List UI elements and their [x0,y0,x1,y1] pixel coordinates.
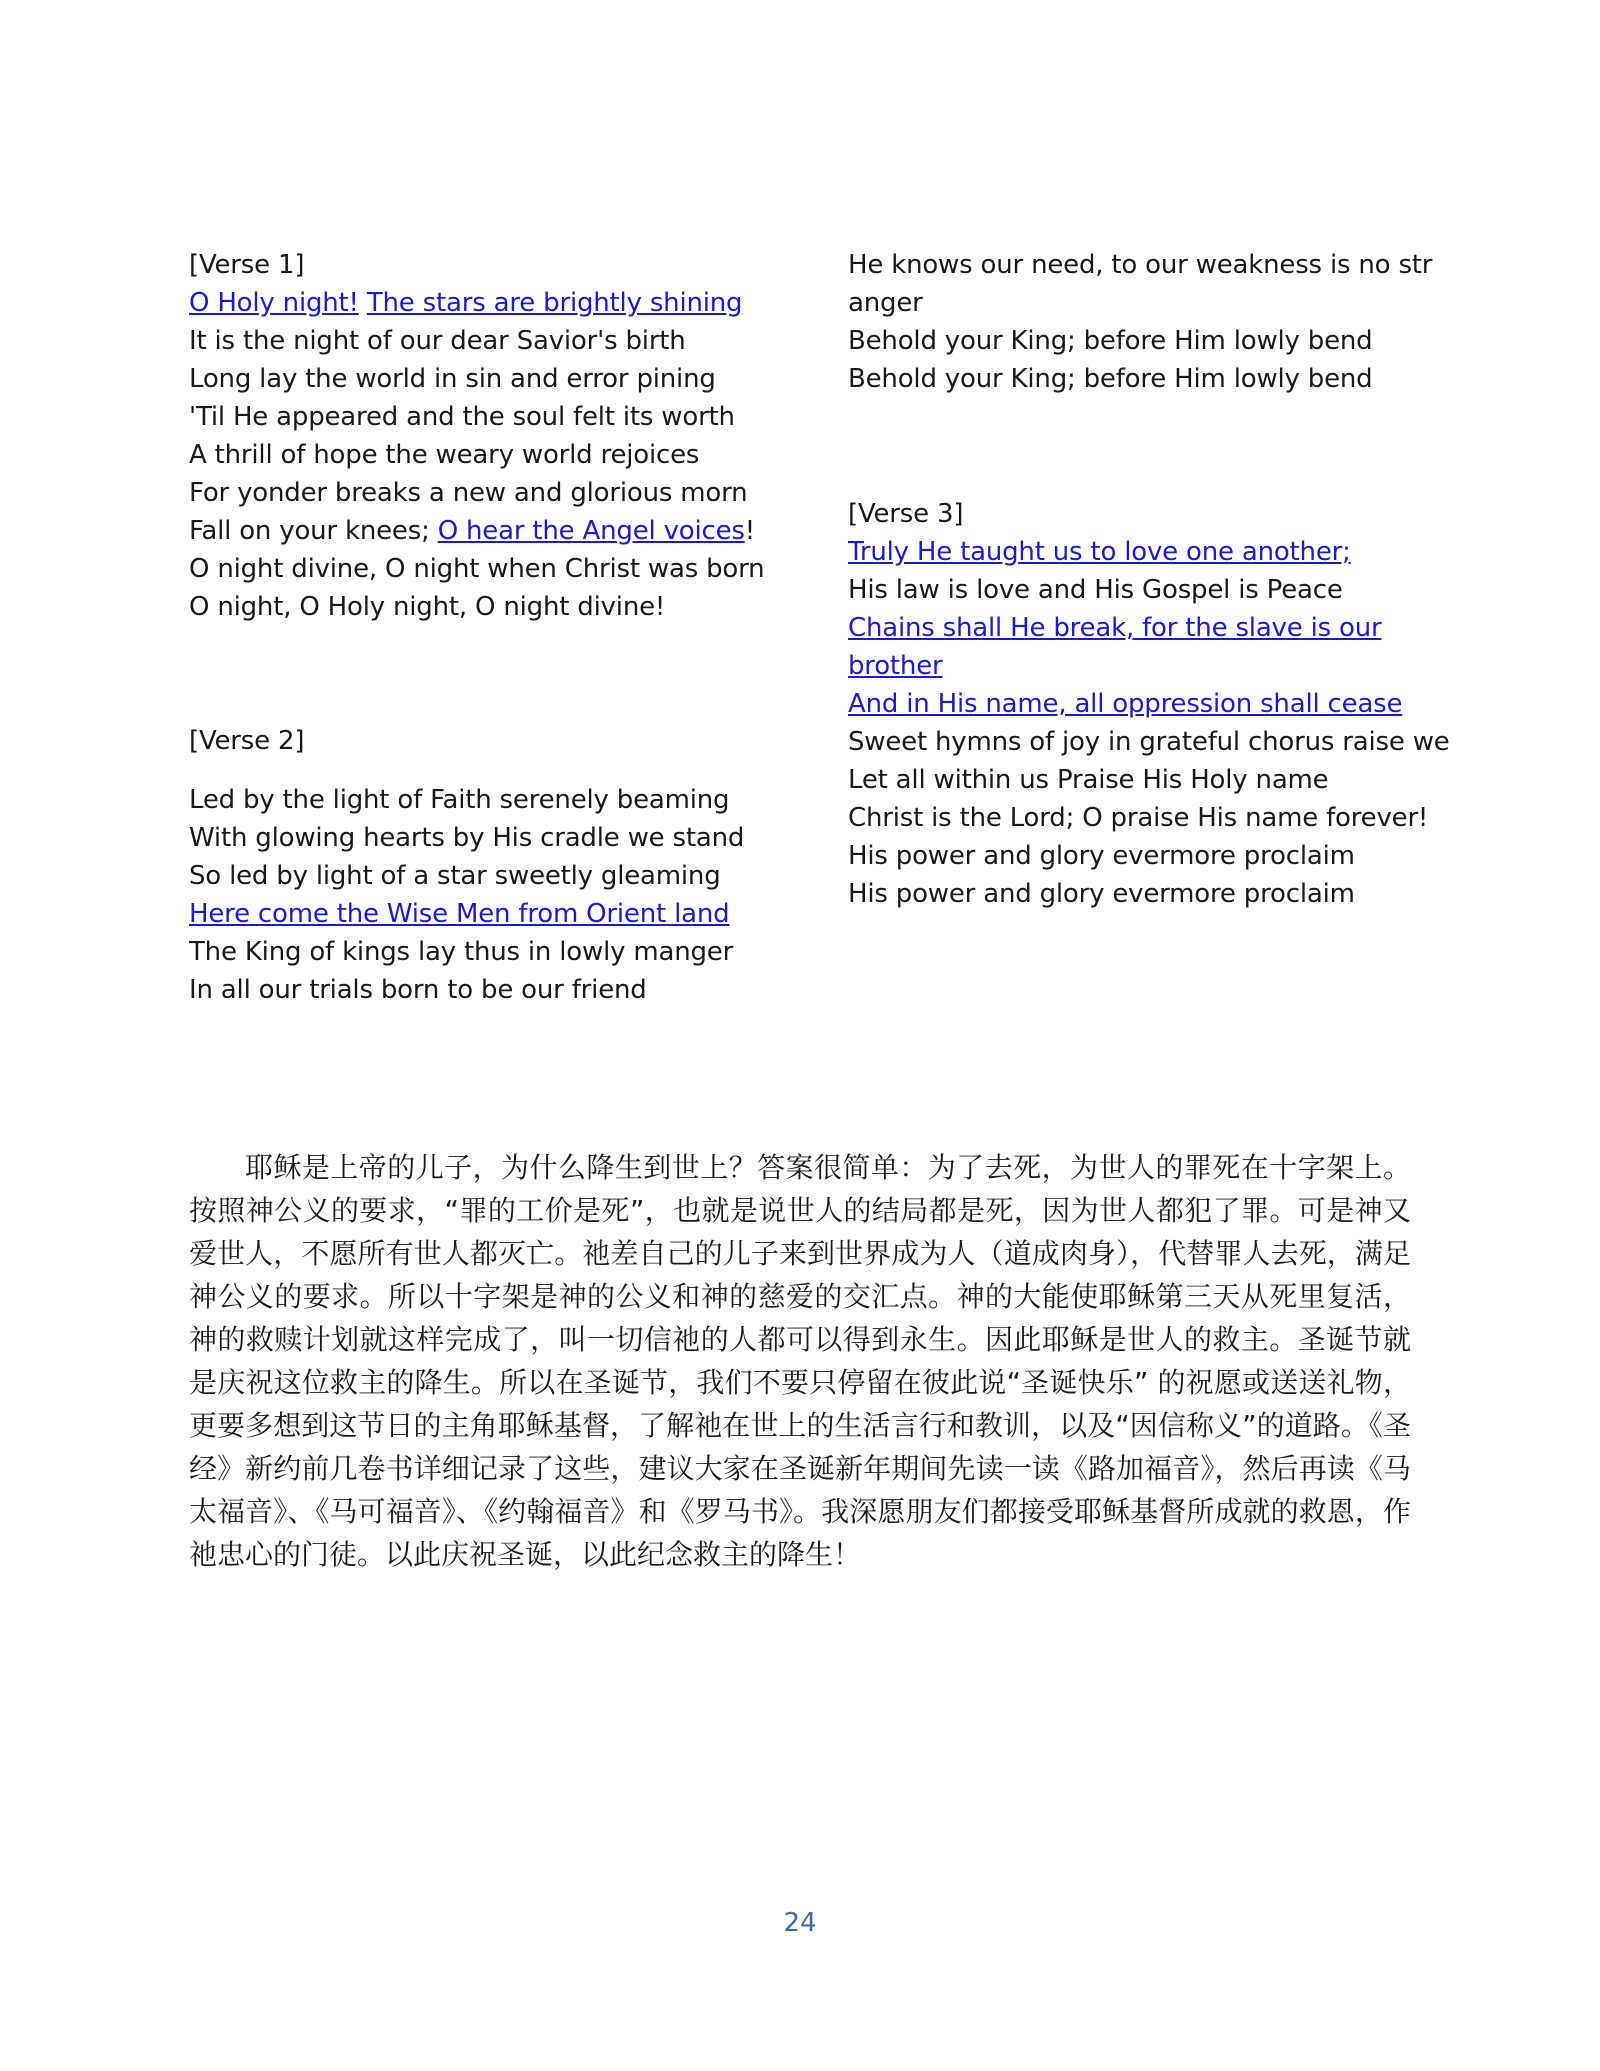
knees-prefix: Fall on your knees; [189,516,438,546]
verse-2-line: In all our trials born to be our friend [189,975,647,1005]
continuation-line: anger [848,288,923,318]
verse-1-line: Long lay the world in sin and error pining [189,364,716,394]
continuation-line: Behold your King; before Him lowly bend [848,364,1373,394]
verse-1-line-1 [189,284,764,322]
lyric-link-love-one-another[interactable]: Truly He taught us to love one another; [848,537,1351,567]
verse-3-line: Christ is the Lord; O praise His name forever! [848,803,1429,833]
verse-3-link-line [848,533,1450,571]
lyric-link-angel-voices[interactable]: O hear the Angel voices [437,516,745,546]
lyric-link-brother[interactable]: brother [848,651,943,681]
page-number: 24 [783,1908,817,1938]
continuation-line: Behold your King; before Him lowly bend [848,326,1373,356]
verse-3-line: His power and glory evermore proclaim [848,841,1355,871]
verse-3-line: Let all within us Praise His Holy name [848,765,1329,795]
lyric-link-chains-break[interactable]: Chains shall He break, for the slave is our [848,613,1382,643]
verse-1-line: For yonder breaks a new and glorious morn [189,478,748,508]
verse-2-continuation [848,246,1432,398]
verse-1-line: O night, O Holy night, O night divine! [189,592,666,622]
verse-3-link-line [848,609,1450,647]
verse-3-line: Sweet hymns of joy in grateful chorus raise we [848,727,1450,757]
lyric-link-oppression-cease[interactable]: And in His name, all oppression shall cease [848,689,1403,719]
verse-3-line: His law is love and His Gospel is Peace [848,575,1343,605]
lyric-link-o-holy-night[interactable]: O Holy night! [189,288,359,318]
verse-1-block [189,246,764,626]
verse-2-block [189,722,744,1009]
lyric-link-stars-shining[interactable]: The stars are brightly shining [366,288,743,318]
verse-3-link-line [848,685,1450,723]
verse-2-line: With glowing hearts by His cradle we stand [189,823,745,853]
verse-1-line: O night divine, O night when Christ was born [189,554,765,584]
verse-1-heading: [Verse 1] [189,250,305,280]
continuation-line: He knows our need, to our weakness is no str [848,250,1433,280]
verse-3-line: His power and glory evermore proclaim [848,879,1355,909]
verse-2-line: The King of kings lay thus in lowly manger [189,937,734,967]
commentary-paragraph: 耶稣是上帝的儿子，为什么降生到世上？答案很简单：为了去死，为世人的罪死在十字架上。按照神公义的要求，“罪的工价是死”，也就是说世人的结局都是死，因为世人都犯了罪。可是神又爱世人，不愿所有世人都灭亡。祂差自己的儿子来到世界成为人（道成肉身），代替罪人去死，满足神公义的要求。所以十字架是神的公义和神的慈爱的交汇点。神的大能使耶稣第三天从死里复活，神的救赎计划就这样完成了，叫一切信祂的人都可以得到永生。因此耶稣是世人的救主。圣诞节就是庆祝这位救主的降生。所以在圣诞节，我们不要只停留在彼此说“圣诞快乐” 的祝愿或送送礼物，更要多想到这节日的主角耶稣基督，了解祂在世上的生活言行和教训，以及“因信称义”的道路。《圣经》新约前几卷书详细记录了这些，建议大家在圣诞新年期间先读一读《路加福音》，然后再读《马太福音》、《马可福音》、《约翰福音》和《罗马书》。我深愿朋友们都接受耶稣基督所成就的救恩，作祂忠心的门徒。以此庆祝圣诞，以此纪念救主的降生！ [189,1151,1411,1571]
verse-3-block [848,495,1450,913]
verse-2-line: So led by light of a star sweetly gleaming [189,861,721,891]
verse-2-heading: [Verse 2] [189,726,305,756]
verse-2-link-line [189,895,744,933]
knees-suffix: ! [744,516,755,546]
verse-1-line: It is the night of our dear Savior's birth [189,326,686,356]
verse-1-line: A thrill of hope the weary world rejoices [189,440,700,470]
lyric-link-wise-men[interactable]: Here come the Wise Men from Orient land [189,899,730,929]
verse-3-heading: [Verse 3] [848,499,964,529]
verse-1-knees-line [189,512,764,550]
verse-3-link-line [848,647,1450,685]
verse-1-line: 'Til He appeared and the soul felt its worth [189,402,735,432]
verse-2-line: Led by the light of Faith serenely beaming [189,785,730,815]
